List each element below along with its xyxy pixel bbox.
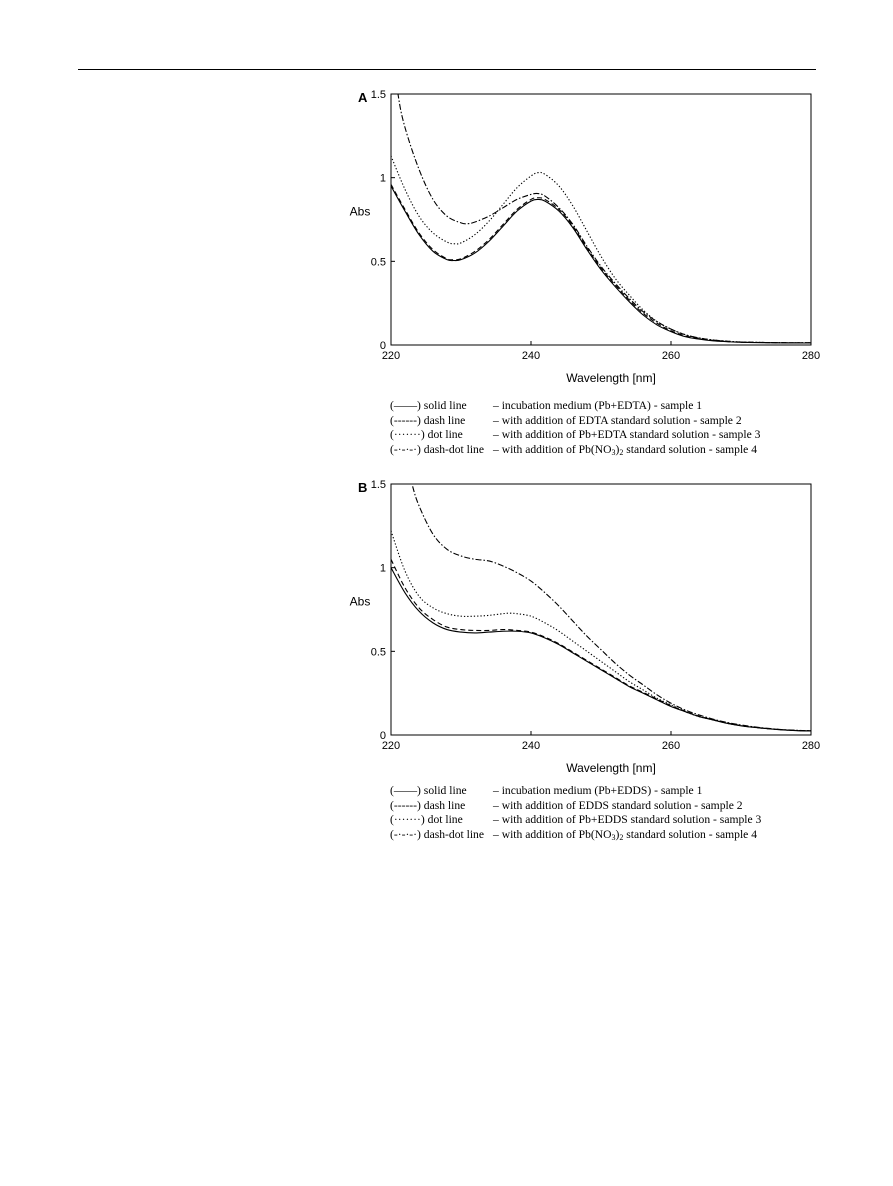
x-axis-label: Wavelength [nm] (566, 761, 656, 775)
x-tick-label: 260 (661, 350, 681, 362)
series-line-dash (391, 184, 811, 342)
legend-key: (------) dash line (390, 413, 466, 427)
series-line-dot (391, 156, 811, 343)
x-axis-label: Wavelength [nm] (566, 371, 656, 385)
series-line-dash (391, 559, 811, 731)
legend-a-row-solid (390, 399, 760, 414)
legend-desc-part: ) (615, 827, 620, 841)
chart-b-svg (330, 472, 830, 775)
x-tick-label: 280 (801, 350, 821, 362)
legend-desc-part: standard solution - sample 4 (623, 442, 758, 456)
x-tick-label: 220 (381, 350, 401, 362)
legend-desc: – with addition of EDTA standard solution - sample 2 (493, 413, 742, 427)
legend-desc: – with addition of Pb+EDDS standard solution - sample 3 (493, 813, 762, 827)
legend-b-row-dash-dot (390, 828, 761, 846)
legend-key: (·······) dot line (390, 813, 463, 827)
legend-desc: – with addition of Pb+EDTA standard solution - sample 3 (493, 428, 761, 442)
y-tick-label: 0.5 (370, 256, 386, 269)
legend-subscript: 2 (619, 447, 624, 457)
x-tick-label: 240 (521, 740, 541, 752)
chart-panel-b (330, 472, 830, 775)
legend-key: (-·-·-·) dash-dot line (390, 827, 484, 841)
legend-subscript: 3 (611, 447, 616, 457)
legend-a-row-dash (390, 414, 760, 429)
plot-frame (391, 94, 811, 345)
x-tick-label: 240 (521, 350, 541, 362)
legend-b-row-dash (390, 799, 761, 814)
y-tick-label: 1 (379, 562, 386, 575)
legend-key: (——) solid line (390, 784, 467, 797)
legend-a-row-dash-dot (390, 443, 760, 461)
legend-key: (·······) dot line (390, 428, 463, 442)
legend-b (390, 784, 761, 845)
legend-subscript: 2 (619, 832, 624, 842)
legend-desc (493, 828, 757, 846)
page-header-rule (78, 69, 816, 70)
legend-a-row-dot (390, 428, 760, 443)
y-tick-label: 1 (379, 172, 386, 185)
series-line-solid (391, 186, 811, 343)
y-tick-label: 1.5 (370, 479, 386, 491)
legend-key: (——) solid line (390, 399, 467, 412)
y-tick-label: 0 (379, 730, 386, 742)
legend-key: (------) dash line (390, 798, 466, 812)
legend-desc-part: ) (615, 442, 620, 456)
legend-desc: – incubation medium (Pb+EDTA) - sample 1 (493, 399, 703, 412)
chart-panel-a (330, 82, 830, 385)
y-axis-label: Abs (349, 204, 371, 219)
y-tick-label: 0.5 (370, 646, 386, 659)
panel-label: A (358, 90, 368, 105)
legend-desc: – with addition of EDDS standard solution - sample 2 (493, 798, 743, 812)
panel-label: B (358, 480, 368, 495)
legend-desc: – incubation medium (Pb+EDDS) - sample 1 (493, 784, 703, 797)
series-line-dash-dot (391, 35, 811, 342)
y-tick-label: 1.5 (370, 89, 386, 101)
legend-subscript: 3 (611, 832, 616, 842)
legend-b-row-solid (390, 784, 761, 799)
x-tick-label: 260 (661, 740, 681, 752)
legend-desc (493, 443, 757, 461)
y-axis-label: Abs (349, 594, 371, 609)
x-tick-label: 280 (801, 740, 821, 752)
legend-desc-part: – with addition of Pb(NO (493, 442, 612, 456)
plot-frame (391, 484, 811, 735)
legend-key: (-·-·-·) dash-dot line (390, 442, 484, 456)
legend-desc-part: – with addition of Pb(NO (493, 827, 612, 841)
legend-b-row-dot (390, 813, 761, 828)
chart-a-svg (330, 82, 830, 385)
x-tick-label: 220 (381, 740, 401, 752)
legend-desc-part: standard solution - sample 4 (623, 827, 758, 841)
y-tick-label: 0 (379, 340, 386, 352)
legend-a (390, 399, 760, 460)
